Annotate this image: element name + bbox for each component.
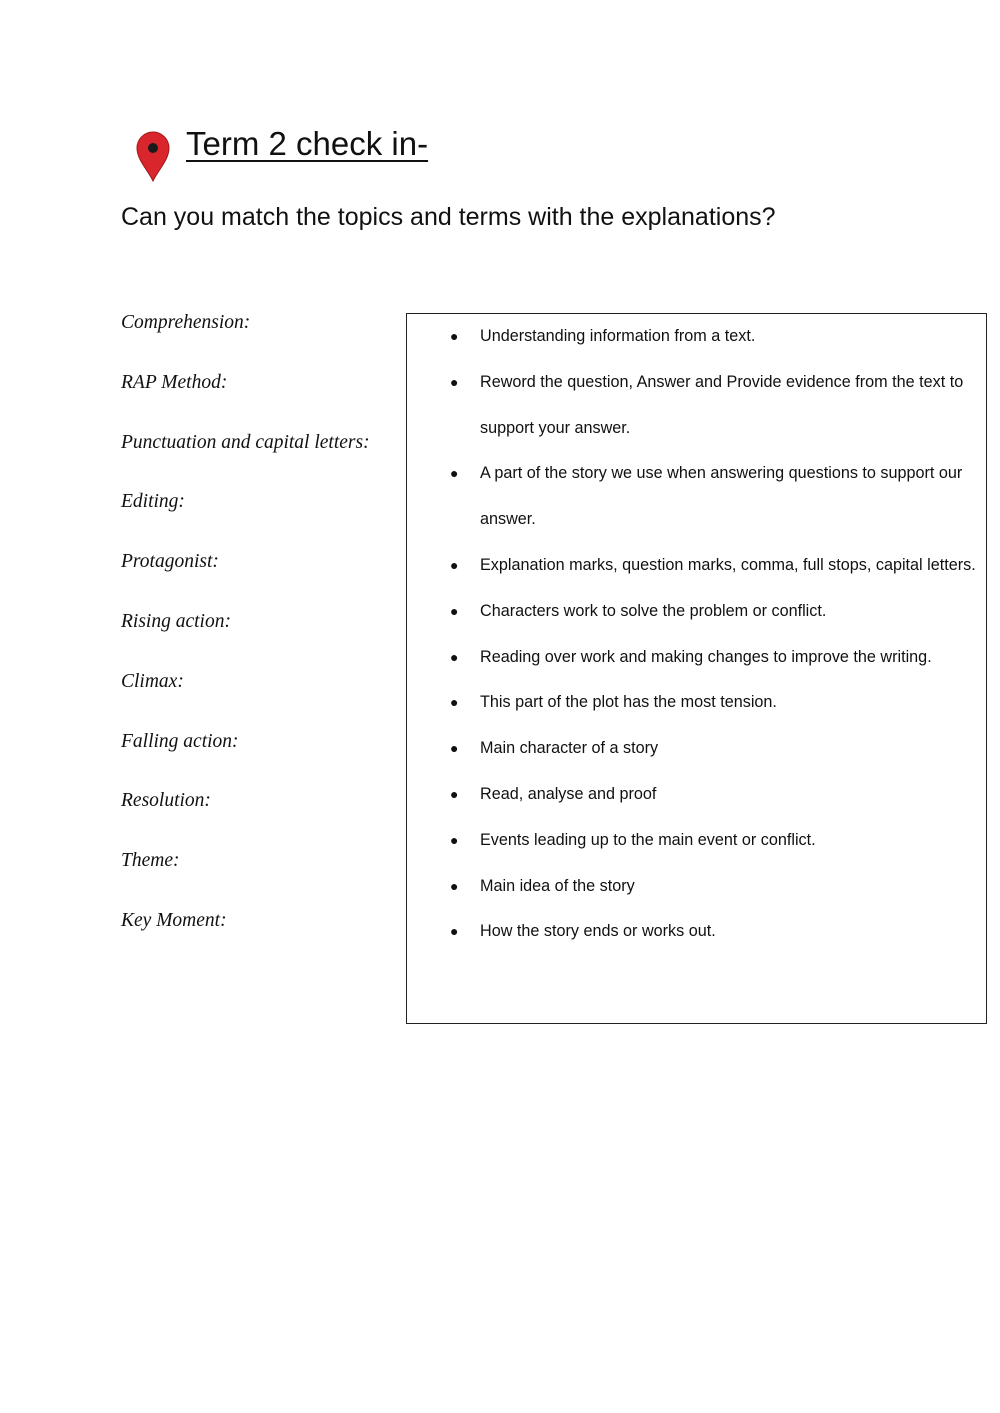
explanation-item [450, 314, 980, 360]
bullet-icon: ● [450, 602, 459, 619]
explanation-text: This part of the plot has the most tension. [480, 693, 777, 712]
explanation-item [450, 589, 980, 635]
term-item: RAP Method: [121, 371, 228, 393]
bullet-icon: ● [450, 648, 459, 665]
explanation-text: How the story ends or works out. [480, 922, 716, 941]
explanation-item [450, 772, 980, 818]
explanation-item [450, 818, 980, 864]
bullet-icon: ● [450, 694, 459, 711]
explanation-item [450, 543, 980, 589]
explanation-item [450, 680, 980, 726]
bullet-icon: ● [450, 877, 459, 894]
explanation-text: Understanding information from a text. [480, 327, 756, 345]
term-item: Falling action: [121, 730, 239, 752]
explanation-text: Main idea of the story [480, 876, 635, 895]
map-pin-icon [134, 130, 172, 182]
term-item: Comprehension: [121, 312, 251, 333]
explanation-text: Characters work to solve the problem or conflict. [480, 601, 827, 620]
term-item: Editing: [121, 491, 185, 513]
explanation-item [450, 635, 980, 681]
explanation-item [450, 864, 980, 910]
bullet-icon: ● [450, 465, 459, 482]
term-item: Rising action: [121, 610, 231, 632]
bullet-icon: ● [450, 556, 459, 573]
term-item: Punctuation and capital letters: [121, 431, 370, 453]
bullet-icon: ● [450, 373, 459, 390]
bullet-icon: ● [450, 923, 459, 940]
explanation-text: Reword the question, Answer and Provide evidence from the text to support your answer. [480, 372, 964, 437]
instructions: Can you match the topics and terms with the explanations? [121, 203, 776, 231]
term-item: Theme: [121, 850, 180, 872]
explanation-item [450, 726, 980, 772]
explanation-text: Read, analyse and proof [480, 784, 657, 803]
term-item: Protagonist: [121, 551, 219, 573]
explanation-text: Events leading up to the main event or conflict. [480, 830, 816, 849]
bullet-icon: ● [450, 831, 459, 848]
explanations-box [406, 313, 987, 1024]
explanation-text: Main character of a story [480, 739, 659, 758]
explanation-text: A part of the story we use when answering questions to support our answer. [480, 464, 963, 529]
explanation-item [450, 909, 980, 955]
explanation-text: Reading over work and making changes to improve the writing. [480, 647, 932, 666]
page-title: Term 2 check in- [186, 125, 429, 162]
terms-list [121, 308, 370, 966]
term-item: Resolution: [121, 790, 211, 812]
explanations-list [450, 314, 980, 955]
term-item: Climax: [121, 670, 184, 692]
bullet-icon: ● [450, 328, 459, 344]
explanation-item [450, 451, 980, 543]
term-item: Key Moment: [121, 909, 227, 931]
bullet-icon: ● [450, 740, 459, 757]
explanation-item [450, 360, 980, 452]
bullet-icon: ● [450, 785, 459, 802]
explanation-text: Explanation marks, question marks, comma, full stops, capital letters. [480, 555, 976, 574]
